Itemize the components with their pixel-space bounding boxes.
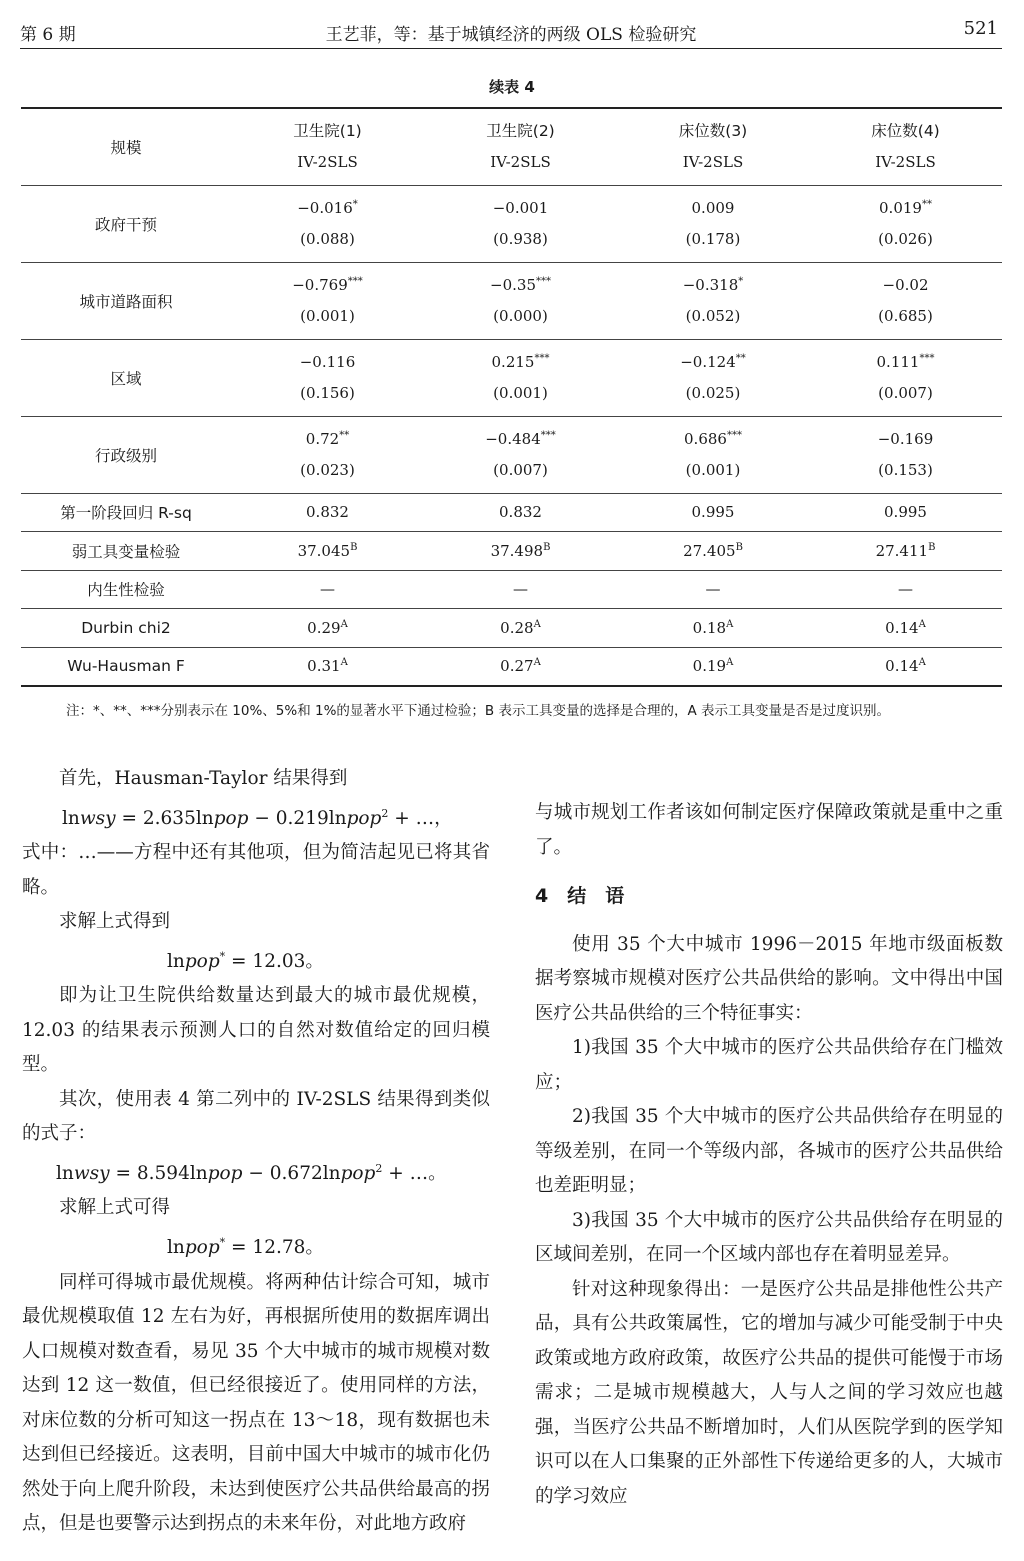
row-label: 第一阶段回归 R-sq <box>60 504 192 523</box>
statistic-mark: A <box>533 657 541 668</box>
regression-table <box>21 107 1002 687</box>
paragraph: 同样可得城市最优规模。将两种估计综合可知，城市最优规模取值 12 左右为好，再根据所使用的数据库调出人口规模对数查看，易见 35 个大中城市的城市规模对数达到 12 这一数值，但已经很接近了。使用同样的方法，对床位数的分析可知这一拐点在 13～18，现有数据也未达到但已经接近。这表明，目前中国大中城市的城市化仍然处于向上爬升阶段，未达到使医疗公共品供给最高的拐点，但是也要警示达到拐点的未来年份，对此地方政府 <box>22 1271 490 1535</box>
coef-line <box>617 424 809 455</box>
equation: lnwsy = 2.635lnpop − 0.219lnpop$^2$ + …， <box>62 806 453 829</box>
p-value: (0.007) <box>493 460 548 479</box>
coefficient: 0.215 <box>491 352 535 371</box>
row-label: 城市道路面积 <box>79 292 173 311</box>
running-title: 王艺菲，等：基于城镇经济的两级 OLS 检验研究 <box>325 25 697 45</box>
paragraph: 即为让卫生院供给数量达到最大的城市最优规模，12.03 的结果表示预测人口的自然对数值给定的回归模型。 <box>22 985 490 1076</box>
coef-line <box>809 347 1002 378</box>
table-caption: 续表 4 <box>489 78 535 96</box>
row-label: 区域 <box>110 369 142 388</box>
statistic: — <box>320 580 335 599</box>
coef-line <box>617 270 809 301</box>
coef-line <box>617 193 809 224</box>
statistic: — <box>705 580 721 599</box>
statistic-mark: B <box>928 541 936 553</box>
table-row <box>21 570 1002 609</box>
statistic-mark: A <box>918 657 926 668</box>
table-cell <box>424 185 617 262</box>
table-cell <box>809 493 1002 532</box>
p-value: (0.685) <box>878 306 933 325</box>
right-column <box>535 796 1003 1514</box>
coefficient: 0.72 <box>305 429 340 448</box>
significance-stars: * <box>738 275 744 287</box>
statistic: 0.31 <box>307 657 341 675</box>
column-method: IV-2SLS <box>875 152 936 171</box>
table-cell <box>809 647 1002 686</box>
paragraph: 其次，使用表 4 第二列中的 IV-2SLS 结果得到类似的式子： <box>22 1088 490 1145</box>
statistic: 0.995 <box>691 503 735 522</box>
row-label-cell <box>21 416 231 493</box>
statistic: 0.995 <box>884 503 927 522</box>
row-label-cell <box>21 532 231 571</box>
row-label: 政府干预 <box>94 215 157 234</box>
table-row <box>21 609 1002 648</box>
column-header <box>809 108 1002 185</box>
statistic: 27.411 <box>875 541 929 560</box>
paragraph: 针对这种现象得出：一是医疗公共品是排他性公共产品，具有公共政策属性，它的增加与减少可能受制于中央政策或地方政府政策，故医疗公共品的提供可能慢于市场需求；二是城市规模越大，人与人之间的学习效应也越强，当医疗公共品不断增加时，人们从医院学到的医学知识可以在人口集聚的正外部性下传递给更多的人，大城市的学习效应 <box>535 1278 1003 1507</box>
statistic: 37.045 <box>297 541 351 560</box>
issue-label: 第 6 期 <box>20 25 76 45</box>
coef-line <box>424 424 617 455</box>
column-name: 床位数(3) <box>678 121 748 140</box>
table-cell <box>809 185 1002 262</box>
statistic: 0.18 <box>692 618 727 637</box>
row-label: 行政级别 <box>94 446 157 465</box>
table-cell <box>809 532 1002 571</box>
statistic: 0.19 <box>692 657 727 675</box>
column-header <box>617 108 809 185</box>
coefficient: −0.124 <box>680 352 736 371</box>
paragraph: 求解上式可得 <box>59 1197 171 1219</box>
table-cell <box>617 647 809 686</box>
significance-stars: ** <box>339 429 350 441</box>
page-header <box>20 18 1002 49</box>
table-row <box>21 339 1002 416</box>
table-cell <box>617 493 809 532</box>
p-value: (0.025) <box>685 383 741 402</box>
paragraph: 式中：…——方程中还有其他项，但为简洁起见已将其省略。 <box>22 842 490 898</box>
corner-label: 规模 <box>110 138 142 157</box>
coefficient: 0.111 <box>876 352 920 371</box>
coef-line <box>231 424 424 455</box>
coef-line <box>809 424 1002 455</box>
statistic-mark: A <box>533 618 541 630</box>
row-label: 内生性检验 <box>87 581 165 600</box>
p-value: (0.023) <box>300 460 355 479</box>
table-cell <box>231 185 424 262</box>
table-row <box>21 532 1002 571</box>
table-cell <box>809 570 1002 609</box>
column-name: 卫生院(1) <box>293 121 362 140</box>
p-value: (0.001) <box>493 383 548 402</box>
statistic-mark: B <box>735 541 743 553</box>
table-cell <box>424 609 617 648</box>
p-value: (0.178) <box>685 229 741 248</box>
statistic: 0.29 <box>307 618 341 637</box>
coef-line <box>809 193 1002 224</box>
table-cell <box>424 493 617 532</box>
p-value: (0.001) <box>685 460 741 479</box>
statistic-mark: B <box>350 541 358 553</box>
statistic: 37.498 <box>490 541 544 560</box>
column-header <box>424 108 617 185</box>
table-cell <box>231 570 424 609</box>
row-label-cell <box>21 647 231 686</box>
paragraph: 使用 35 个大中城市 1996－2015 年地市级面板数据考察城市规模对医疗公共品供给的影响。文中得出中国医疗公共品供给的三个特征事实： <box>535 933 1003 1024</box>
significance-stars: *** <box>535 275 551 287</box>
statistic-mark: A <box>726 657 734 668</box>
p-value: (0.153) <box>878 460 933 479</box>
statistic: 0.832 <box>306 503 349 522</box>
statistic: 0.832 <box>499 503 542 522</box>
statistic: 0.14 <box>885 657 919 675</box>
table-cell <box>424 532 617 571</box>
coefficient: −0.35 <box>490 275 536 294</box>
table-row <box>21 185 1002 262</box>
significance-stars: *** <box>347 275 363 287</box>
paragraph: 求解上式得到 <box>59 911 171 933</box>
row-label-cell <box>21 493 231 532</box>
equation: lnwsy = 8.594lnpop − 0.672lnpop$^2$ + …。 <box>56 1161 447 1184</box>
table-header-row <box>21 108 1002 185</box>
statistic: 0.14 <box>885 618 919 637</box>
significance-stars: ** <box>735 352 746 364</box>
p-value: (0.007) <box>878 383 933 402</box>
table-cell <box>424 570 617 609</box>
paragraph: 2)我国 35 个大中城市的医疗公共品供给存在明显的等级差别，在同一个等级内部，各城市的医疗公共品供给也差距明显； <box>535 1106 1003 1196</box>
section-heading: 4 结 语 <box>535 885 625 907</box>
page-number: 521 <box>963 18 998 39</box>
table-row <box>21 262 1002 339</box>
row-label-cell <box>21 339 231 416</box>
p-value: (0.026) <box>878 229 933 248</box>
coef-line <box>424 270 617 301</box>
paragraph: 与城市规划工作者该如何制定医疗保障政策就是重中之重了。 <box>535 802 1003 858</box>
p-value: (0.938) <box>493 229 548 248</box>
coefficient: −0.169 <box>877 429 934 448</box>
statistic-mark: A <box>340 618 348 630</box>
statistic: 0.28 <box>500 618 534 637</box>
table-cell <box>809 609 1002 648</box>
row-label: Wu-Hausman F <box>67 657 185 675</box>
column-method: IV-2SLS <box>297 152 358 171</box>
p-value: (0.000) <box>493 306 548 325</box>
coef-line <box>231 193 424 224</box>
paragraph: 首先，Hausman-Taylor 结果得到 <box>59 768 348 789</box>
table-cell <box>231 609 424 648</box>
coefficient: −0.318 <box>682 275 739 294</box>
coefficient: −0.484 <box>485 429 541 448</box>
coefficient: −0.016 <box>297 198 353 217</box>
column-header <box>231 108 424 185</box>
paragraph: 1)我国 35 个大中城市的医疗公共品供给存在门槛效应； <box>535 1037 1003 1093</box>
equation: lnpop* = 12.03。 <box>167 949 324 972</box>
statistic: 27.405 <box>683 541 736 560</box>
table-cell <box>231 532 424 571</box>
row-label: 弱工具变量检验 <box>71 542 181 561</box>
p-value: (0.001) <box>300 306 355 325</box>
coefficient: −0.116 <box>299 352 356 371</box>
table-cell <box>231 493 424 532</box>
coefficient: −0.769 <box>292 275 348 294</box>
table-cell <box>617 416 809 493</box>
table-cell <box>231 416 424 493</box>
row-label-cell <box>21 609 231 648</box>
table-cell <box>617 570 809 609</box>
statistic-mark: A <box>726 618 734 630</box>
p-value: (0.052) <box>685 306 741 325</box>
coef-line <box>809 270 1002 301</box>
table-cell <box>424 262 617 339</box>
coef-line <box>231 347 424 378</box>
row-label-cell <box>21 185 231 262</box>
table-cell <box>809 339 1002 416</box>
significance-stars: * <box>352 198 358 210</box>
statistic: — <box>898 580 913 599</box>
coefficient: 0.019 <box>879 198 922 217</box>
coef-line <box>424 347 617 378</box>
table-cell <box>617 262 809 339</box>
statistic-mark: A <box>340 657 348 668</box>
left-column <box>22 762 490 1542</box>
row-label-cell <box>21 262 231 339</box>
equation: lnpop* = 12.78。 <box>167 1235 324 1259</box>
column-name: 床位数(4) <box>871 121 940 140</box>
significance-stars: *** <box>540 429 556 441</box>
significance-stars: *** <box>534 352 550 364</box>
table-cell <box>231 262 424 339</box>
header-cell <box>21 108 231 185</box>
table-cell <box>809 262 1002 339</box>
table-cell <box>424 416 617 493</box>
significance-stars: *** <box>726 429 742 441</box>
table-cell <box>231 339 424 416</box>
table-note: 注：*、**、***分别表示在 10%、5%和 1%的显著水平下通过检验；B 表示工具变量的选择是合理的，A 表示工具变量是否是过度识别。 <box>66 703 890 719</box>
coefficient: −0.001 <box>492 198 549 217</box>
table-cell <box>617 609 809 648</box>
significance-stars: ** <box>921 198 932 210</box>
table-cell <box>617 532 809 571</box>
table-cell <box>617 339 809 416</box>
p-value: (0.088) <box>300 229 355 248</box>
table-cell <box>231 647 424 686</box>
table-cell <box>424 647 617 686</box>
statistic: — <box>513 580 528 599</box>
significance-stars: *** <box>919 352 935 364</box>
table-cell <box>809 416 1002 493</box>
table-row <box>21 647 1002 686</box>
row-label: Durbin chi2 <box>81 618 171 637</box>
table-cell <box>617 185 809 262</box>
coefficient: −0.02 <box>882 275 929 294</box>
statistic-mark: A <box>918 618 926 630</box>
p-value: (0.156) <box>300 383 355 402</box>
table-cell <box>424 339 617 416</box>
column-name: 卫生院(2) <box>486 121 555 140</box>
coefficient: 0.009 <box>691 198 735 217</box>
column-method: IV-2SLS <box>490 152 551 171</box>
row-label-cell <box>21 570 231 609</box>
table-row <box>21 416 1002 493</box>
coef-line <box>617 347 809 378</box>
coefficient: 0.686 <box>684 429 727 448</box>
paragraph: 3)我国 35 个大中城市的医疗公共品供给存在明显的区域间差别，在同一个区域内部也存在着明显差异。 <box>535 1209 1003 1265</box>
table-row <box>21 493 1002 532</box>
coef-line <box>424 193 617 224</box>
column-method: IV-2SLS <box>682 152 744 171</box>
statistic: 0.27 <box>500 657 534 675</box>
coef-line <box>231 270 424 301</box>
statistic-mark: B <box>543 541 551 553</box>
